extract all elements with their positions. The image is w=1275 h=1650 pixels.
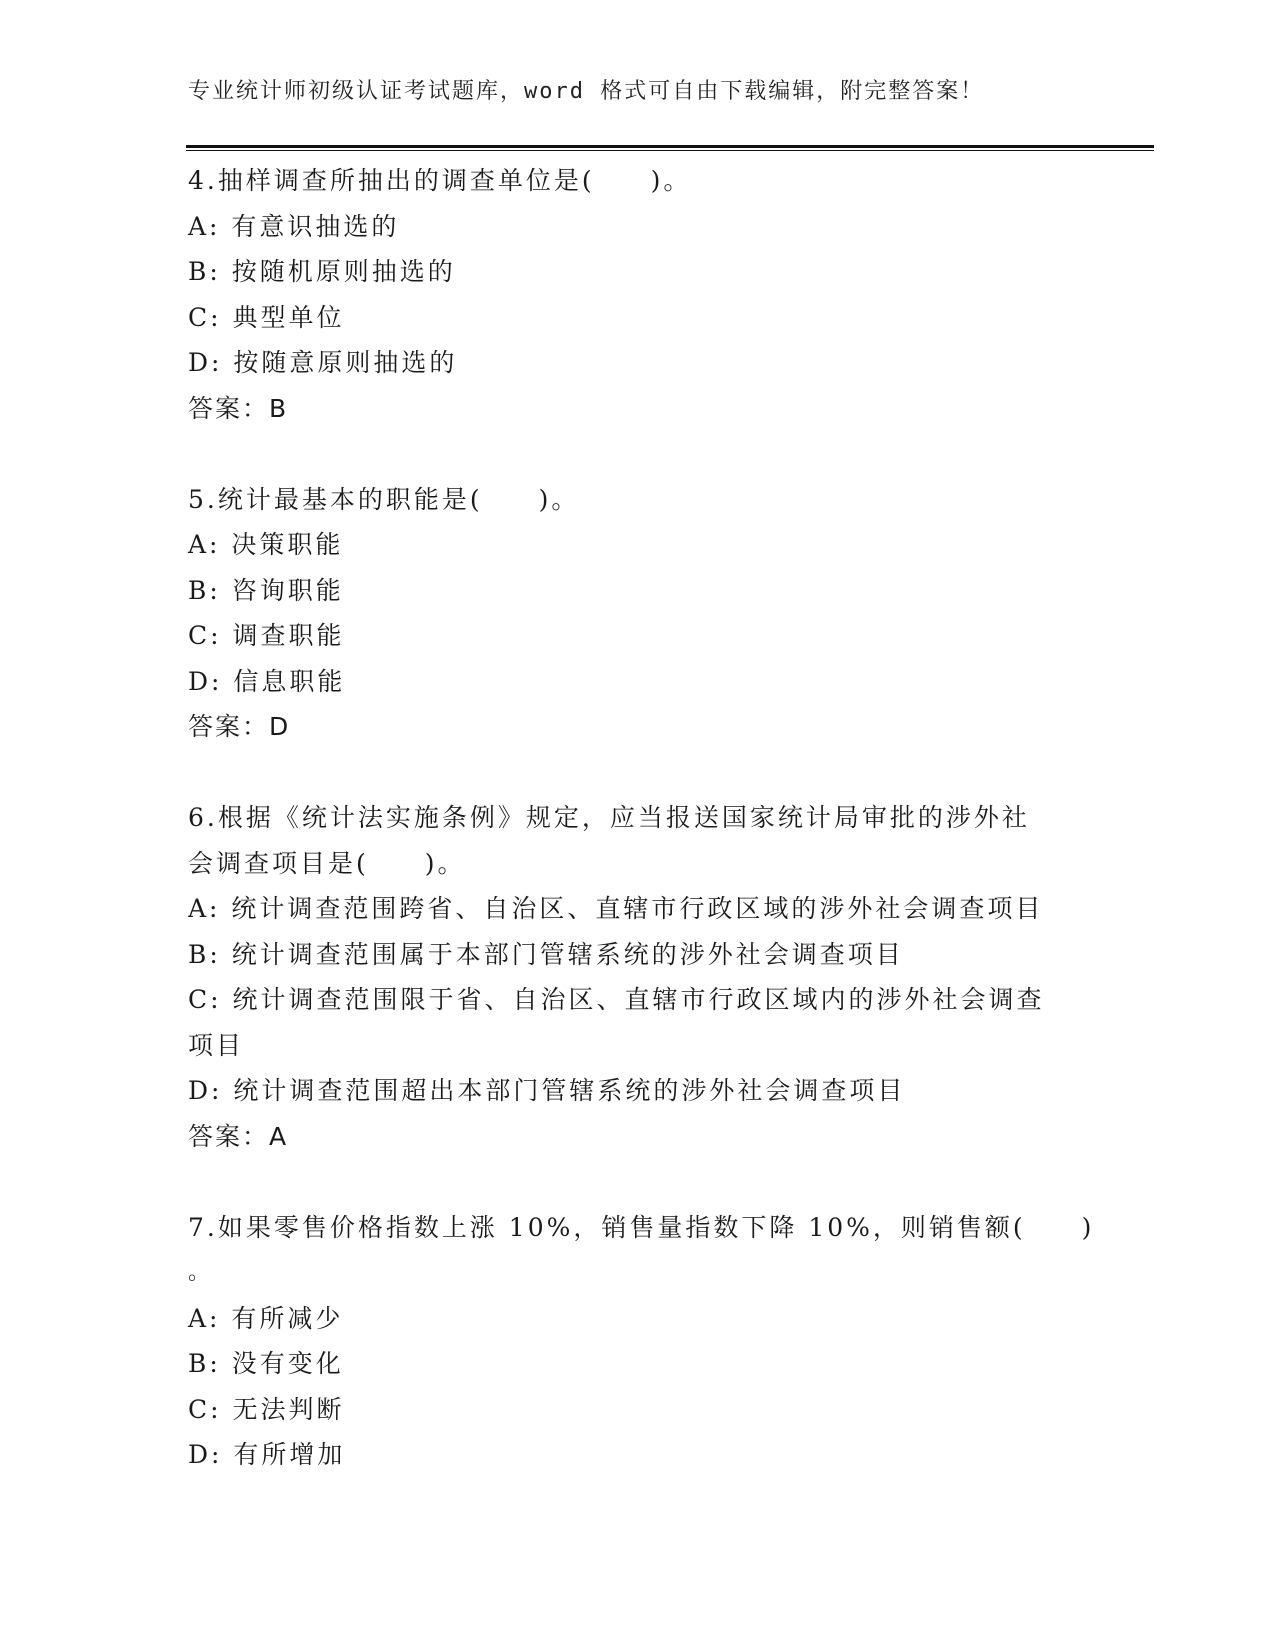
question-stem-line-2: 。 bbox=[188, 1260, 214, 1285]
option-a: A: 统计调查范围跨省、自治区、直辖市行政区域的涉外社会调查项目 bbox=[188, 894, 1044, 923]
option-c-continued: 项目 bbox=[188, 1030, 245, 1060]
option-d: D: 有所增加 bbox=[188, 1440, 346, 1469]
option-a: A: 有所减少 bbox=[188, 1303, 344, 1333]
option-c: C: 典型单位 bbox=[188, 302, 345, 332]
question-stem: 5.统计最基本的职能是( )。 bbox=[188, 484, 580, 514]
option-c: C: 统计调查范围限于省、自治区、直辖市行政区域内的涉外社会调查 bbox=[188, 985, 1045, 1014]
question-stem-line-1: 6.根据《统计法实施条例》规定，应当报送国家统计局审批的涉外社 bbox=[188, 803, 1030, 832]
answer-label: 答案：A bbox=[188, 1121, 289, 1151]
answer-label: 答案：B bbox=[188, 393, 289, 423]
header-divider-thin bbox=[186, 150, 1154, 151]
header-divider-thick bbox=[186, 145, 1154, 148]
option-a: A: 有意识抽选的 bbox=[188, 211, 400, 241]
option-a: A: 决策职能 bbox=[188, 530, 344, 559]
option-b: B: 没有变化 bbox=[188, 1349, 344, 1378]
question-block bbox=[188, 158, 1088, 431]
spacer bbox=[188, 1159, 1088, 1205]
question-block bbox=[188, 477, 1088, 750]
spacer bbox=[188, 750, 1088, 796]
answer-label: 答案：D bbox=[188, 712, 291, 741]
option-d: D: 信息职能 bbox=[188, 666, 346, 696]
question-block bbox=[188, 1205, 1095, 1478]
option-c: C: 无法判断 bbox=[188, 1394, 345, 1424]
option-b: B: 按随机原则抽选的 bbox=[188, 257, 456, 286]
option-b: B: 咨询职能 bbox=[188, 575, 344, 605]
option-b: B: 统计调查范围属于本部门管辖系统的涉外社会调查项目 bbox=[188, 939, 904, 969]
option-c: C: 调查职能 bbox=[188, 621, 345, 650]
option-d: D: 统计调查范围超出本部门管辖系统的涉外社会调查项目 bbox=[188, 1076, 906, 1105]
question-block bbox=[188, 795, 1088, 1159]
question-stem-line-2: 会调查项目是( )。 bbox=[188, 848, 466, 878]
question-stem-line-1: 7.如果零售价格指数上涨 10%，销售量指数下降 10%，则销售额( ) bbox=[188, 1212, 1095, 1242]
question-stem: 4.抽样调查所抽出的调查单位是( )。 bbox=[188, 166, 692, 195]
question-list bbox=[188, 158, 1095, 1478]
page-header: 专业统计师初级认证考试题库，word 格式可自由下载编辑，附完整答案！ bbox=[188, 79, 985, 104]
option-d: D: 按随意原则抽选的 bbox=[188, 348, 458, 377]
spacer bbox=[188, 431, 1088, 477]
